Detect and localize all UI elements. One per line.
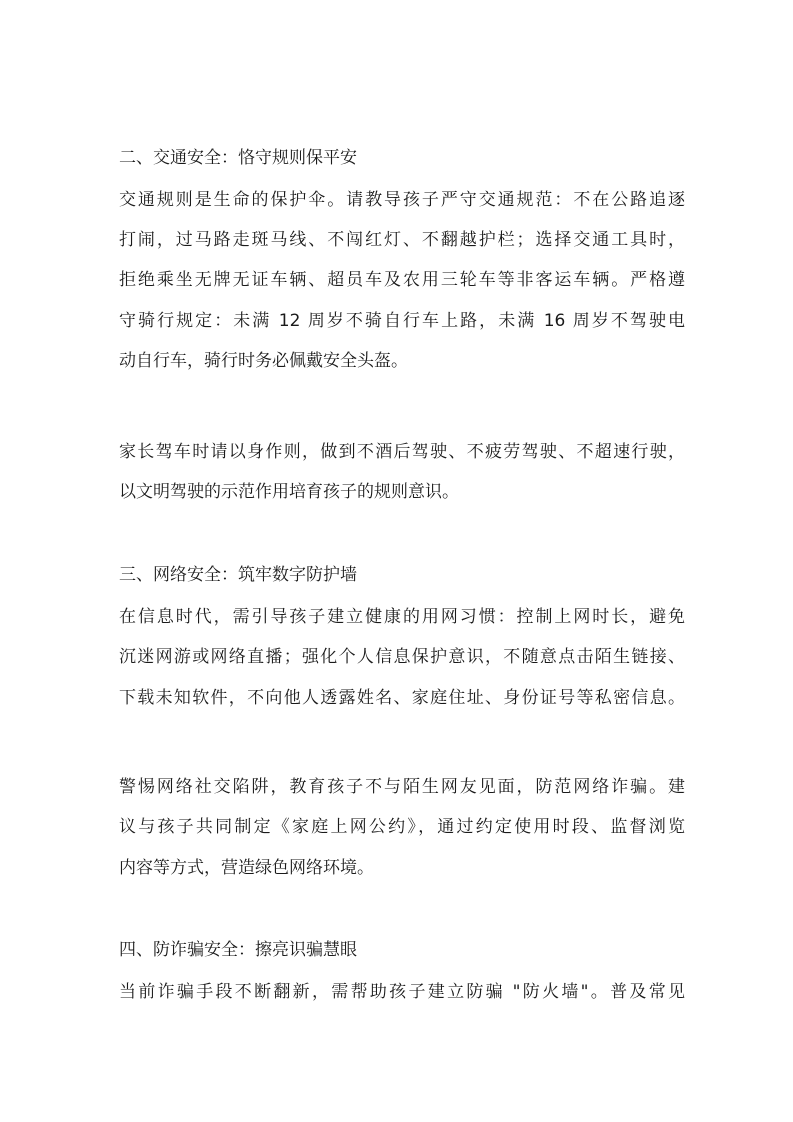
- paragraph-line: 沉迷网游或网络直播；强化个人信息保护意识，不随意点击陌生链接、: [119, 647, 685, 667]
- paragraph-line: 打闹，过马路走斑马线、不闯红灯、不翻越护栏；选择交通工具时，: [119, 230, 685, 250]
- paragraph-line: 以文明驾驶的示范作用培育孩子的规则意识。: [119, 482, 459, 502]
- paragraph-line: 家长驾车时请以身作则，做到不酒后驾驶、不疲劳驾驶、不超速行驶，: [119, 442, 685, 462]
- section-heading-anti-fraud: 四、防诈骗安全：擦亮识骗慧眼: [119, 940, 357, 960]
- paragraph-line: 拒绝乘坐无牌无证车辆、超员车及农用三轮车等非客运车辆。严格遵: [119, 270, 685, 290]
- section-heading-network: 三、网络安全：筑牢数字防护墙: [119, 565, 357, 585]
- paragraph-line: 内容等方式，营造绿色网络环境。: [119, 858, 374, 878]
- paragraph-line: 交通规则是生命的保护伞。请教导孩子严守交通规范：不在公路追逐: [119, 190, 685, 210]
- paragraph-line: 警惕网络社交陷阱，教育孩子不与陌生网友见面，防范网络诈骗。建: [119, 777, 685, 797]
- section-heading-traffic: 二、交通安全：恪守规则保平安: [119, 148, 357, 168]
- paragraph-line: 守骑行规定：未满 12 周岁不骑自行车上路，未满 16 周岁不驾驶电: [119, 311, 685, 331]
- paragraph-line: 当前诈骗手段不断翻新，需帮助孩子建立防骗 "防火墙"。普及常见: [119, 982, 685, 1002]
- paragraph-line: 在信息时代，需引导孩子建立健康的用网习惯：控制上网时长，避免: [119, 607, 685, 627]
- paragraph-line: 下载未知软件，不向他人透露姓名、家庭住址、身份证号等私密信息。: [119, 688, 685, 708]
- paragraph-line: 动自行车，骑行时务必佩戴安全头盔。: [119, 351, 408, 371]
- paragraph-line: 议与孩子共同制定《家庭上网公约》，通过约定使用时段、监督浏览: [119, 817, 685, 837]
